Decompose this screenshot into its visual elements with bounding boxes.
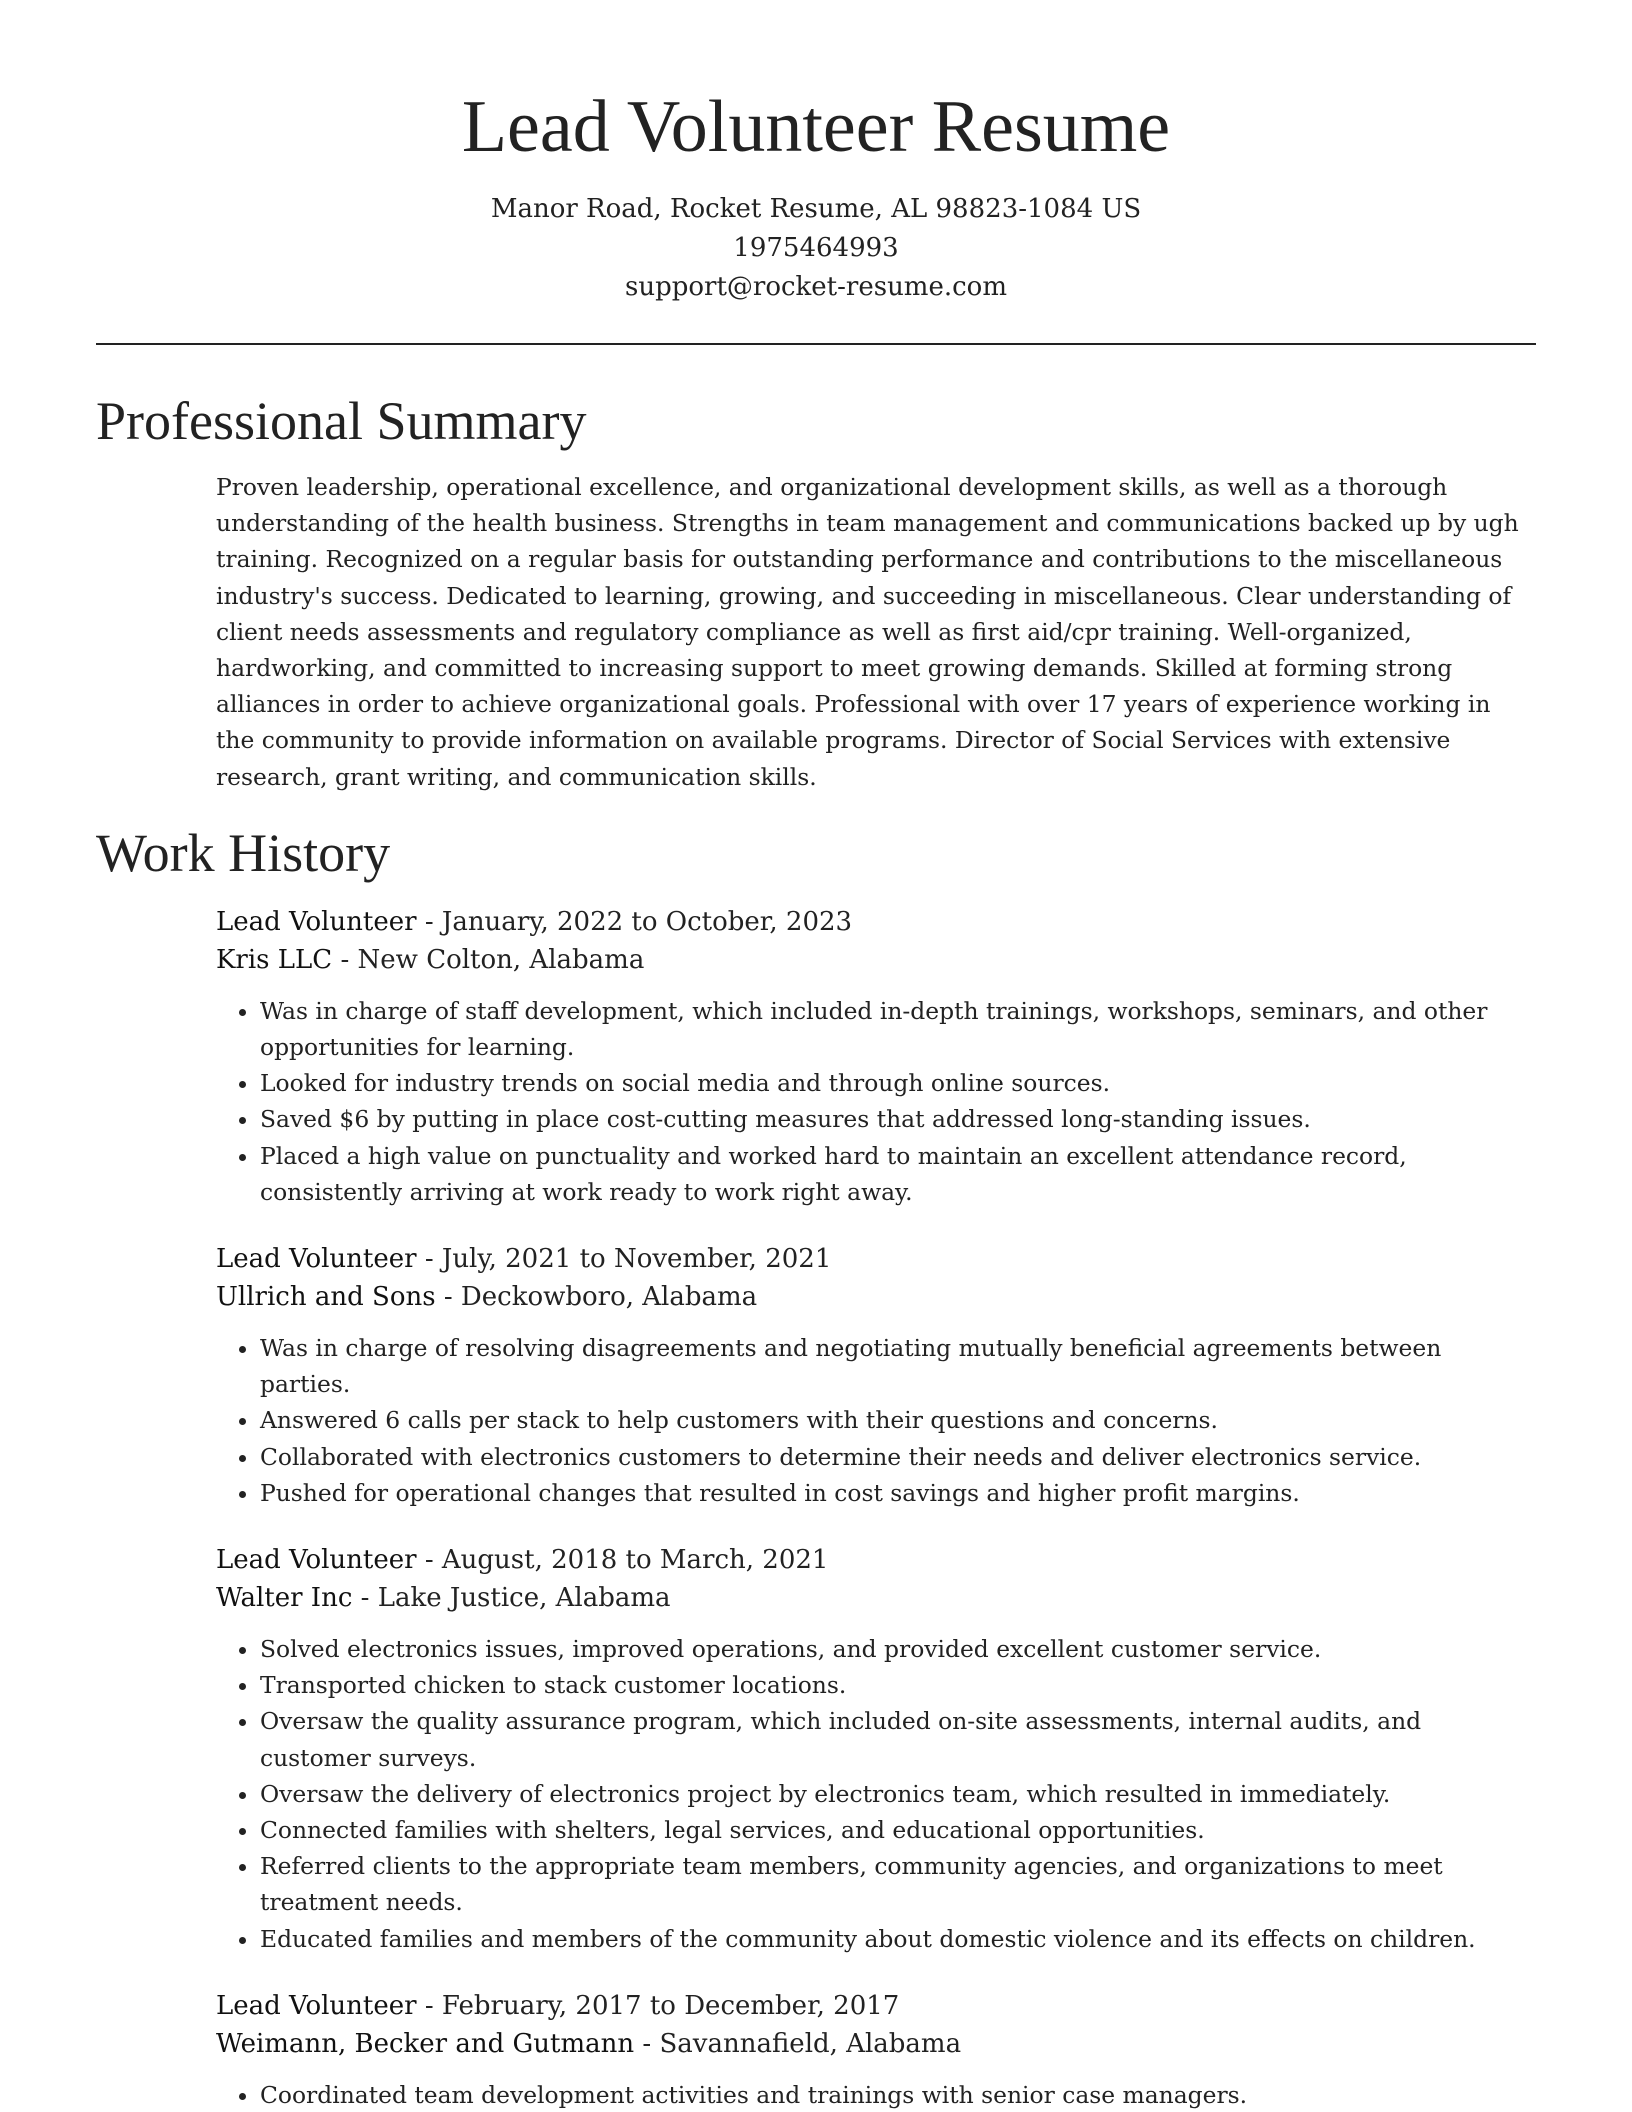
job-entry <box>216 1240 1536 1511</box>
list-item: • Collaborated with electronics customers to determine their needs and deliver electronics service. <box>260 1439 1536 1475</box>
resume-header <box>0 0 1632 307</box>
job-company: Weimann, Becker and Gutmann <box>216 2028 635 2059</box>
job-title-line <box>216 1987 1536 2025</box>
job-location: Lake Justice, Alabama <box>377 1583 671 1614</box>
job-separator: - <box>332 944 358 975</box>
job-role: Lead Volunteer <box>216 1545 417 1576</box>
list-item: • Connected families with shelters, legal services, and educational opportunities. <box>260 1812 1536 1848</box>
job-company: Walter Inc <box>216 1583 353 1614</box>
job-separator: - <box>435 1282 461 1313</box>
list-item: • Oversaw the quality assurance program, which included on-site assessments, internal audits, and customer surveys. <box>260 1703 1536 1775</box>
contact-email: support@rocket-resume.com <box>624 272 1007 302</box>
job-company-line <box>216 2025 1536 2063</box>
job-role: Lead Volunteer <box>216 1990 417 2021</box>
contact-block <box>0 190 1632 307</box>
job-dates: January, 2022 to October, 2023 <box>441 906 853 937</box>
resume-title: Lead Volunteer Resume <box>461 86 1171 168</box>
job-separator: - <box>416 1545 442 1576</box>
list-item: • Pushed for operational changes that resulted in cost savings and higher profit margins. <box>260 1475 1536 1511</box>
list-item: • Answered 6 calls per stack to help customers with their questions and concerns. <box>260 1402 1536 1438</box>
list-item: • Solved electronics issues, improved operations, and provided excellent customer service. <box>260 1631 1536 1667</box>
list-item: • Oversaw the delivery of electronics project by electronics team, which resulted in immediately. <box>260 1776 1536 1812</box>
section-title-summary: Professional Summary <box>96 391 587 451</box>
job-company: Ullrich and Sons <box>216 1282 436 1313</box>
list-item: • Looked for industry trends on social media and through online sources. <box>260 1065 1536 1101</box>
job-separator: - <box>416 1244 442 1275</box>
job-company-line <box>216 1579 1536 1617</box>
job-title-line <box>216 1240 1536 1278</box>
job-entry <box>216 1541 1536 1957</box>
job-title-line <box>216 903 1536 941</box>
job-company: Kris LLC <box>216 944 333 975</box>
list-item: • Transported chicken to stack customer locations. <box>260 1667 1536 1703</box>
job-title-line <box>216 1541 1536 1579</box>
job-dates: August, 2018 to March, 2021 <box>441 1545 829 1576</box>
job-separator: - <box>352 1583 378 1614</box>
job-duties-list <box>216 2077 1536 2112</box>
job-entry <box>216 903 1536 1210</box>
job-duties-list <box>216 1330 1536 1511</box>
summary-text: Proven leadership, operational excellence, and organizational development skills, as well as a thorough understanding of the health business. Strengths in team management and communications backed up by ugh training. Recognized on a regular basis for outstanding performance and contributions to the miscellaneous industry's success. Dedicated to learning, growing, and succeeding in miscellaneous. Clear understanding of client needs assessments and regulatory compliance as well as first aid/cpr training. Well-organized, hardworking, and committed to increasing support to meet growing demands. Skilled at forming strong alliances in order to achieve organizational goals. Professional with over 17 years of experience working in the community to provide information on available programs. Director of Social Services with extensive research, grant writing, and communication skills. <box>216 473 1519 791</box>
job-separator: - <box>634 2028 660 2059</box>
job-role: Lead Volunteer <box>216 1244 417 1275</box>
header-divider <box>96 343 1536 345</box>
job-duties-list <box>216 993 1536 1210</box>
list-item: • Was in charge of resolving disagreements and negotiating mutually beneficial agreements between parties. <box>260 1330 1536 1402</box>
work-history-list <box>216 903 1536 2112</box>
list-item: • Placed a high value on punctuality and worked hard to maintain an excellent attendance record, consistently arriving at work ready to work right away. <box>260 1138 1536 1210</box>
job-separator: - <box>416 1990 442 2021</box>
job-separator: - <box>416 906 442 937</box>
list-item: • Referred clients to the appropriate team members, community agencies, and organizations to meet treatment needs. <box>260 1848 1536 1920</box>
job-location: New Colton, Alabama <box>357 944 645 975</box>
job-dates: February, 2017 to December, 2017 <box>441 1990 900 2021</box>
contact-phone: 1975464993 <box>733 233 899 263</box>
list-item: • Was in charge of staff development, which included in-depth trainings, workshops, seminars, and other opportunities for learning. <box>260 993 1536 1065</box>
list-item: • Educated families and members of the community about domestic violence and its effects on children. <box>260 1921 1536 1957</box>
contact-address: Manor Road, Rocket Resume, AL 98823-1084 US <box>490 194 1142 224</box>
job-location: Savannafield, Alabama <box>659 2028 962 2059</box>
job-dates: July, 2021 to November, 2021 <box>441 1244 832 1275</box>
list-item: • Coordinated team development activities and trainings with senior case managers. <box>260 2077 1536 2112</box>
job-duties-list <box>216 1631 1536 1957</box>
job-company-line <box>216 941 1536 979</box>
section-title-work-history: Work History <box>96 822 391 883</box>
list-item: • Saved $6 by putting in place cost-cutting measures that addressed long-standing issues. <box>260 1101 1536 1137</box>
job-company-line <box>216 1278 1536 1316</box>
job-role: Lead Volunteer <box>216 906 417 937</box>
job-location: Deckowboro, Alabama <box>460 1282 758 1313</box>
job-entry <box>216 1987 1536 2112</box>
